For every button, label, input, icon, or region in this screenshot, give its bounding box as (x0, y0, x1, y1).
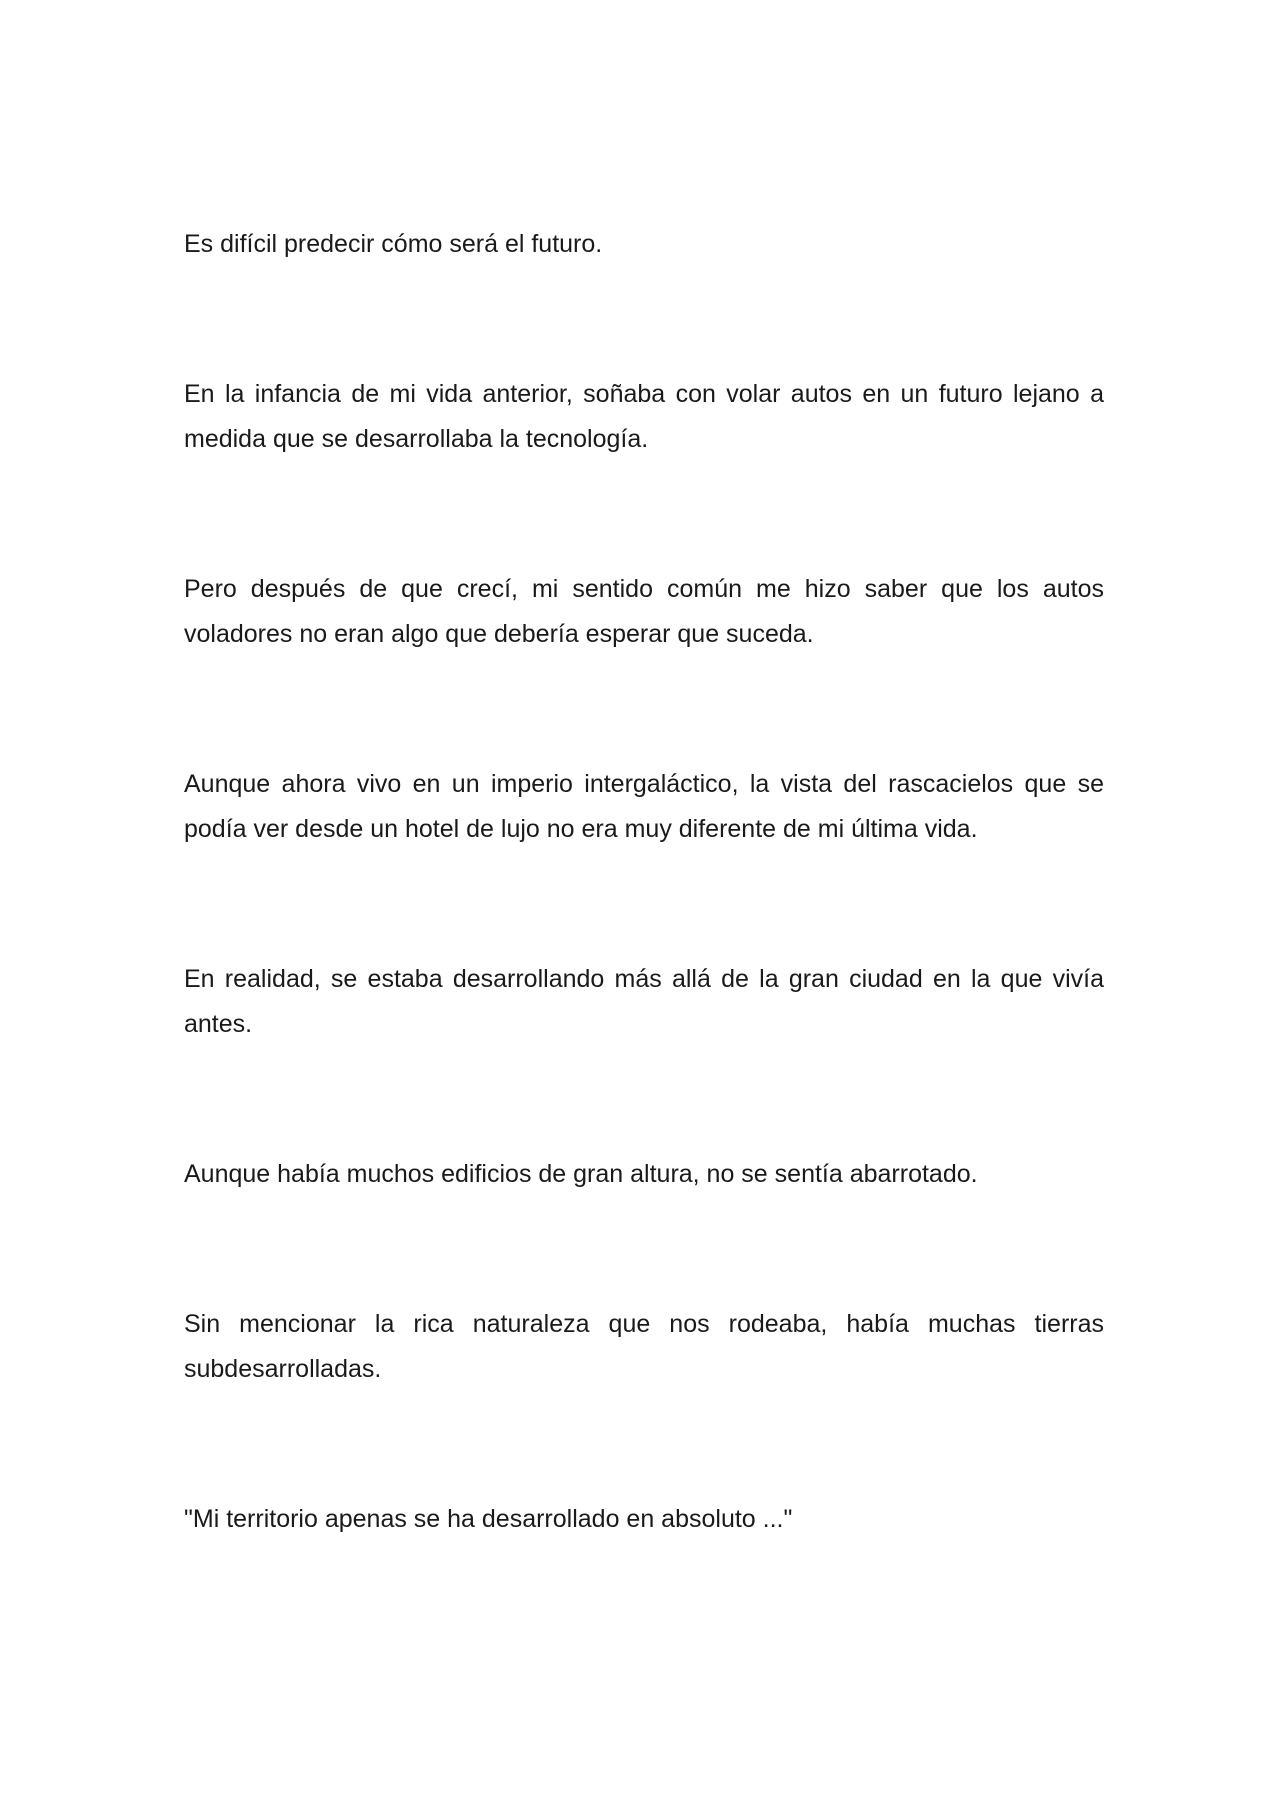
paragraph: Pero después de que crecí, mi sentido común me hizo saber que los autos voladores no eran algo que debería esperar que suceda. (184, 575, 1104, 648)
paragraph: Sin mencionar la rica naturaleza que nos rodeaba, había muchas tierras subdesarrolladas. (184, 1310, 1104, 1383)
paragraph: Aunque había muchos edificios de gran altura, no se sentía abarrotado. (184, 1160, 978, 1188)
paragraph: Es difícil predecir cómo será el futuro. (184, 230, 603, 258)
paragraph: En realidad, se estaba desarrollando más allá de la gran ciudad en la que vivía antes. (184, 965, 1104, 1038)
paragraph: Aunque ahora vivo en un imperio intergaláctico, la vista del rascacielos que se podía ver desde un hotel de lujo no era muy diferente de mi última vida. (184, 770, 1104, 843)
paragraph: En la infancia de mi vida anterior, soñaba con volar autos en un futuro lejano a medida que se desarrollaba la tecnología. (184, 380, 1104, 453)
paragraph: "Mi territorio apenas se ha desarrollado en absoluto ..." (184, 1505, 793, 1533)
